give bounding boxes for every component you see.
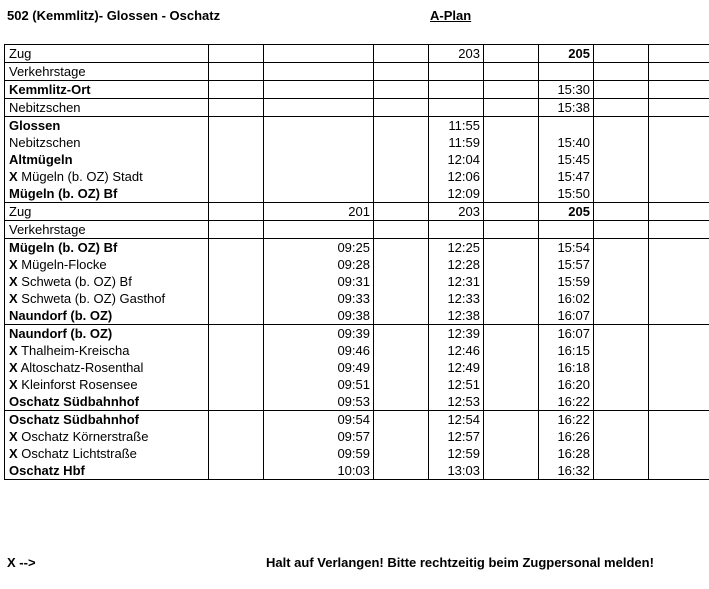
empty-cell <box>649 134 709 151</box>
empty-cell <box>374 256 429 273</box>
station-cell <box>5 185 209 203</box>
empty-cell <box>209 376 264 393</box>
empty-cell <box>649 151 709 168</box>
time-cell: 09:57 <box>264 428 374 445</box>
time-cell: 15:59 <box>539 273 594 290</box>
table-row <box>5 63 709 81</box>
station-name: Glossen <box>9 118 61 133</box>
time-cell <box>264 134 374 151</box>
station-cell <box>5 325 209 343</box>
station-cell <box>5 290 209 307</box>
empty-cell <box>484 325 539 343</box>
time-cell: 16:18 <box>539 359 594 376</box>
empty-cell <box>209 256 264 273</box>
time-cell: 09:39 <box>264 325 374 343</box>
time-cell: 205 <box>539 203 594 221</box>
time-cell: 16:22 <box>539 393 594 411</box>
plan-label: A-Plan <box>430 8 472 23</box>
station-name: Verkehrstage <box>9 64 86 79</box>
time-cell: 12:57 <box>429 428 484 445</box>
time-cell: 11:59 <box>429 134 484 151</box>
time-cell: 15:30 <box>539 81 594 99</box>
time-cell <box>264 63 374 81</box>
empty-cell <box>649 99 709 117</box>
station-name: Mügeln (b. OZ) Stadt <box>21 169 143 184</box>
empty-cell <box>484 81 539 99</box>
empty-cell <box>209 428 264 445</box>
time-cell: 09:59 <box>264 445 374 462</box>
empty-cell <box>594 185 649 203</box>
empty-cell <box>374 411 429 429</box>
empty-cell <box>649 428 709 445</box>
time-cell: 09:33 <box>264 290 374 307</box>
legend-key: X --> <box>7 555 36 570</box>
empty-cell <box>484 359 539 376</box>
empty-cell <box>649 290 709 307</box>
station-cell <box>5 117 209 135</box>
table-row <box>5 151 709 168</box>
station-name: Zug <box>9 204 32 219</box>
station-cell <box>5 63 209 81</box>
empty-cell <box>374 307 429 325</box>
station-cell <box>5 168 209 185</box>
station-name: Oschatz Körnerstraße <box>21 429 149 444</box>
empty-cell <box>209 99 264 117</box>
empty-cell <box>484 462 539 480</box>
time-cell <box>539 117 594 135</box>
empty-cell <box>209 342 264 359</box>
empty-cell <box>484 307 539 325</box>
station-name: Verkehrstage <box>9 222 86 237</box>
time-cell: 205 <box>539 45 594 63</box>
empty-cell <box>594 273 649 290</box>
empty-cell <box>649 393 709 411</box>
empty-cell <box>374 63 429 81</box>
empty-cell <box>649 462 709 480</box>
time-cell: 09:31 <box>264 273 374 290</box>
table-row <box>5 134 709 151</box>
table-row <box>5 462 709 480</box>
empty-cell <box>374 81 429 99</box>
time-cell <box>429 221 484 239</box>
time-cell: 15:47 <box>539 168 594 185</box>
time-cell: 11:55 <box>429 117 484 135</box>
empty-cell <box>209 81 264 99</box>
station-cell <box>5 239 209 257</box>
station-name: Schweta (b. OZ) Bf <box>21 274 132 289</box>
empty-cell <box>649 445 709 462</box>
empty-cell <box>594 221 649 239</box>
empty-cell <box>594 393 649 411</box>
station-name: Nebitzschen <box>9 135 81 150</box>
request-stop-mark: X <box>9 360 18 375</box>
empty-cell <box>594 462 649 480</box>
time-cell <box>264 221 374 239</box>
empty-cell <box>484 342 539 359</box>
empty-cell <box>649 256 709 273</box>
empty-cell <box>484 185 539 203</box>
empty-cell <box>374 445 429 462</box>
station-cell <box>5 151 209 168</box>
station-cell <box>5 273 209 290</box>
table-row <box>5 203 709 221</box>
empty-cell <box>649 168 709 185</box>
station-name: Oschatz Südbahnhof <box>9 394 139 409</box>
time-cell <box>539 221 594 239</box>
time-cell <box>264 45 374 63</box>
timetable <box>4 44 709 480</box>
empty-cell <box>209 151 264 168</box>
station-cell <box>5 203 209 221</box>
empty-cell <box>594 203 649 221</box>
empty-cell <box>594 256 649 273</box>
empty-cell <box>594 411 649 429</box>
table-row <box>5 81 709 99</box>
time-cell: 12:38 <box>429 307 484 325</box>
table-row <box>5 185 709 203</box>
empty-cell <box>374 117 429 135</box>
empty-cell <box>594 134 649 151</box>
empty-cell <box>594 99 649 117</box>
empty-cell <box>594 428 649 445</box>
time-cell: 12:39 <box>429 325 484 343</box>
page-title: 502 (Kemmlitz)- Glossen - Oschatz <box>7 8 221 23</box>
empty-cell <box>374 290 429 307</box>
empty-cell <box>209 63 264 81</box>
station-name: Naundorf (b. OZ) <box>9 326 113 341</box>
empty-cell <box>649 63 709 81</box>
empty-cell <box>484 63 539 81</box>
time-cell: 16:26 <box>539 428 594 445</box>
station-name: Mügeln-Flocke <box>21 257 107 272</box>
station-name: Altoschatz-Rosenthal <box>20 360 144 375</box>
station-cell <box>5 445 209 462</box>
time-cell <box>264 185 374 203</box>
time-cell: 12:53 <box>429 393 484 411</box>
time-cell: 09:49 <box>264 359 374 376</box>
empty-cell <box>209 168 264 185</box>
empty-cell <box>484 411 539 429</box>
empty-cell <box>649 221 709 239</box>
table-row <box>5 168 709 185</box>
time-cell <box>429 81 484 99</box>
empty-cell <box>209 273 264 290</box>
time-cell: 12:33 <box>429 290 484 307</box>
empty-cell <box>594 290 649 307</box>
empty-cell <box>209 239 264 257</box>
time-cell: 203 <box>429 203 484 221</box>
empty-cell <box>594 359 649 376</box>
station-cell <box>5 342 209 359</box>
station-name: Mügeln (b. OZ) Bf <box>9 240 118 255</box>
empty-cell <box>594 168 649 185</box>
empty-cell <box>649 376 709 393</box>
empty-cell <box>209 45 264 63</box>
empty-cell <box>649 185 709 203</box>
station-cell <box>5 221 209 239</box>
time-cell <box>264 117 374 135</box>
time-cell: 16:02 <box>539 290 594 307</box>
time-cell: 15:54 <box>539 239 594 257</box>
station-name: Schweta (b. OZ) Gasthof <box>21 291 166 306</box>
table-row <box>5 45 709 63</box>
request-stop-mark: X <box>9 446 18 461</box>
station-cell <box>5 428 209 445</box>
request-stop-mark: X <box>9 343 18 358</box>
empty-cell <box>484 256 539 273</box>
empty-cell <box>594 151 649 168</box>
request-stop-mark: X <box>9 169 18 184</box>
time-cell: 12:28 <box>429 256 484 273</box>
empty-cell <box>374 99 429 117</box>
table-row <box>5 221 709 239</box>
time-cell: 15:38 <box>539 99 594 117</box>
empty-cell <box>649 325 709 343</box>
empty-cell <box>594 239 649 257</box>
time-cell: 13:03 <box>429 462 484 480</box>
table-row <box>5 307 709 325</box>
station-cell <box>5 81 209 99</box>
empty-cell <box>594 445 649 462</box>
time-cell: 09:28 <box>264 256 374 273</box>
time-cell: 09:25 <box>264 239 374 257</box>
empty-cell <box>594 63 649 81</box>
empty-cell <box>374 134 429 151</box>
table-row <box>5 445 709 462</box>
empty-cell <box>209 445 264 462</box>
empty-cell <box>374 168 429 185</box>
empty-cell <box>484 273 539 290</box>
empty-cell <box>209 290 264 307</box>
empty-cell <box>649 411 709 429</box>
station-cell <box>5 99 209 117</box>
empty-cell <box>484 221 539 239</box>
table-row <box>5 290 709 307</box>
table-row <box>5 376 709 393</box>
station-name: Nebitzschen <box>9 100 81 115</box>
time-cell: 12:46 <box>429 342 484 359</box>
time-cell: 09:46 <box>264 342 374 359</box>
time-cell: 09:54 <box>264 411 374 429</box>
request-stop-mark: X <box>9 274 18 289</box>
empty-cell <box>484 168 539 185</box>
empty-cell <box>209 462 264 480</box>
time-cell: 15:57 <box>539 256 594 273</box>
empty-cell <box>374 273 429 290</box>
request-stop-mark: X <box>9 377 18 392</box>
table-row <box>5 239 709 257</box>
station-name: Mügeln (b. OZ) Bf <box>9 186 118 201</box>
empty-cell <box>209 117 264 135</box>
empty-cell <box>594 81 649 99</box>
empty-cell <box>374 45 429 63</box>
time-cell <box>539 63 594 81</box>
time-cell <box>264 99 374 117</box>
time-cell: 12:51 <box>429 376 484 393</box>
empty-cell <box>649 307 709 325</box>
empty-cell <box>649 203 709 221</box>
empty-cell <box>649 117 709 135</box>
station-name: Kemmlitz-Ort <box>9 82 91 97</box>
time-cell: 16:15 <box>539 342 594 359</box>
empty-cell <box>594 307 649 325</box>
station-name: Altmügeln <box>9 152 73 167</box>
request-stop-mark: X <box>9 291 18 306</box>
table-row <box>5 273 709 290</box>
station-name: Zug <box>9 46 32 61</box>
time-cell: 16:07 <box>539 307 594 325</box>
time-cell: 09:51 <box>264 376 374 393</box>
table-row <box>5 411 709 429</box>
empty-cell <box>484 445 539 462</box>
empty-cell <box>484 239 539 257</box>
time-cell: 09:53 <box>264 393 374 411</box>
table-row <box>5 325 709 343</box>
empty-cell <box>209 185 264 203</box>
table-row <box>5 428 709 445</box>
empty-cell <box>594 376 649 393</box>
table-row <box>5 393 709 411</box>
time-cell: 12:25 <box>429 239 484 257</box>
table-row <box>5 117 709 135</box>
empty-cell <box>649 359 709 376</box>
time-cell <box>264 168 374 185</box>
empty-cell <box>649 273 709 290</box>
time-cell: 16:20 <box>539 376 594 393</box>
station-cell <box>5 45 209 63</box>
empty-cell <box>484 134 539 151</box>
empty-cell <box>374 203 429 221</box>
empty-cell <box>484 290 539 307</box>
time-cell: 12:04 <box>429 151 484 168</box>
empty-cell <box>209 307 264 325</box>
empty-cell <box>374 428 429 445</box>
empty-cell <box>374 393 429 411</box>
table-row <box>5 99 709 117</box>
legend-text: Halt auf Verlangen! Bitte rechtzeitig beim Zugpersonal melden! <box>266 555 654 570</box>
time-cell: 16:32 <box>539 462 594 480</box>
station-cell <box>5 462 209 480</box>
time-cell: 12:06 <box>429 168 484 185</box>
request-stop-mark: X <box>9 257 18 272</box>
station-cell <box>5 256 209 273</box>
time-cell <box>264 81 374 99</box>
station-name: Naundorf (b. OZ) <box>9 308 113 323</box>
empty-cell <box>374 325 429 343</box>
time-cell: 16:07 <box>539 325 594 343</box>
empty-cell <box>209 359 264 376</box>
empty-cell <box>209 393 264 411</box>
time-cell <box>429 63 484 81</box>
empty-cell <box>374 376 429 393</box>
time-cell: 12:54 <box>429 411 484 429</box>
empty-cell <box>374 359 429 376</box>
table-row <box>5 256 709 273</box>
empty-cell <box>649 342 709 359</box>
empty-cell <box>484 428 539 445</box>
station-cell <box>5 134 209 151</box>
time-cell: 09:38 <box>264 307 374 325</box>
station-name: Oschatz Südbahnhof <box>9 412 139 427</box>
empty-cell <box>484 203 539 221</box>
empty-cell <box>209 325 264 343</box>
empty-cell <box>374 221 429 239</box>
empty-cell <box>484 393 539 411</box>
time-cell: 12:49 <box>429 359 484 376</box>
time-cell: 201 <box>264 203 374 221</box>
empty-cell <box>374 185 429 203</box>
empty-cell <box>594 325 649 343</box>
time-cell: 15:50 <box>539 185 594 203</box>
station-cell <box>5 376 209 393</box>
empty-cell <box>374 151 429 168</box>
time-cell <box>264 151 374 168</box>
empty-cell <box>649 45 709 63</box>
empty-cell <box>374 342 429 359</box>
time-cell: 12:31 <box>429 273 484 290</box>
time-cell: 12:09 <box>429 185 484 203</box>
empty-cell <box>209 411 264 429</box>
station-name: Thalheim-Kreischa <box>21 343 130 358</box>
time-cell: 15:45 <box>539 151 594 168</box>
time-cell: 10:03 <box>264 462 374 480</box>
empty-cell <box>594 117 649 135</box>
empty-cell <box>374 462 429 480</box>
station-name: Oschatz Lichtstraße <box>21 446 137 461</box>
station-cell <box>5 393 209 411</box>
empty-cell <box>484 376 539 393</box>
empty-cell <box>484 117 539 135</box>
empty-cell <box>594 342 649 359</box>
empty-cell <box>209 134 264 151</box>
empty-cell <box>594 45 649 63</box>
station-cell <box>5 307 209 325</box>
table-row <box>5 342 709 359</box>
empty-cell <box>649 81 709 99</box>
table-row <box>5 359 709 376</box>
empty-cell <box>484 151 539 168</box>
station-cell <box>5 411 209 429</box>
station-name: Kleinforst Rosensee <box>21 377 138 392</box>
time-cell: 203 <box>429 45 484 63</box>
empty-cell <box>209 221 264 239</box>
empty-cell <box>209 203 264 221</box>
time-cell: 16:28 <box>539 445 594 462</box>
request-stop-mark: X <box>9 429 18 444</box>
empty-cell <box>374 239 429 257</box>
time-cell: 16:22 <box>539 411 594 429</box>
time-cell <box>429 99 484 117</box>
empty-cell <box>484 99 539 117</box>
time-cell: 12:59 <box>429 445 484 462</box>
station-name: Oschatz Hbf <box>9 463 85 478</box>
station-cell <box>5 359 209 376</box>
time-cell: 15:40 <box>539 134 594 151</box>
empty-cell <box>484 45 539 63</box>
empty-cell <box>649 239 709 257</box>
